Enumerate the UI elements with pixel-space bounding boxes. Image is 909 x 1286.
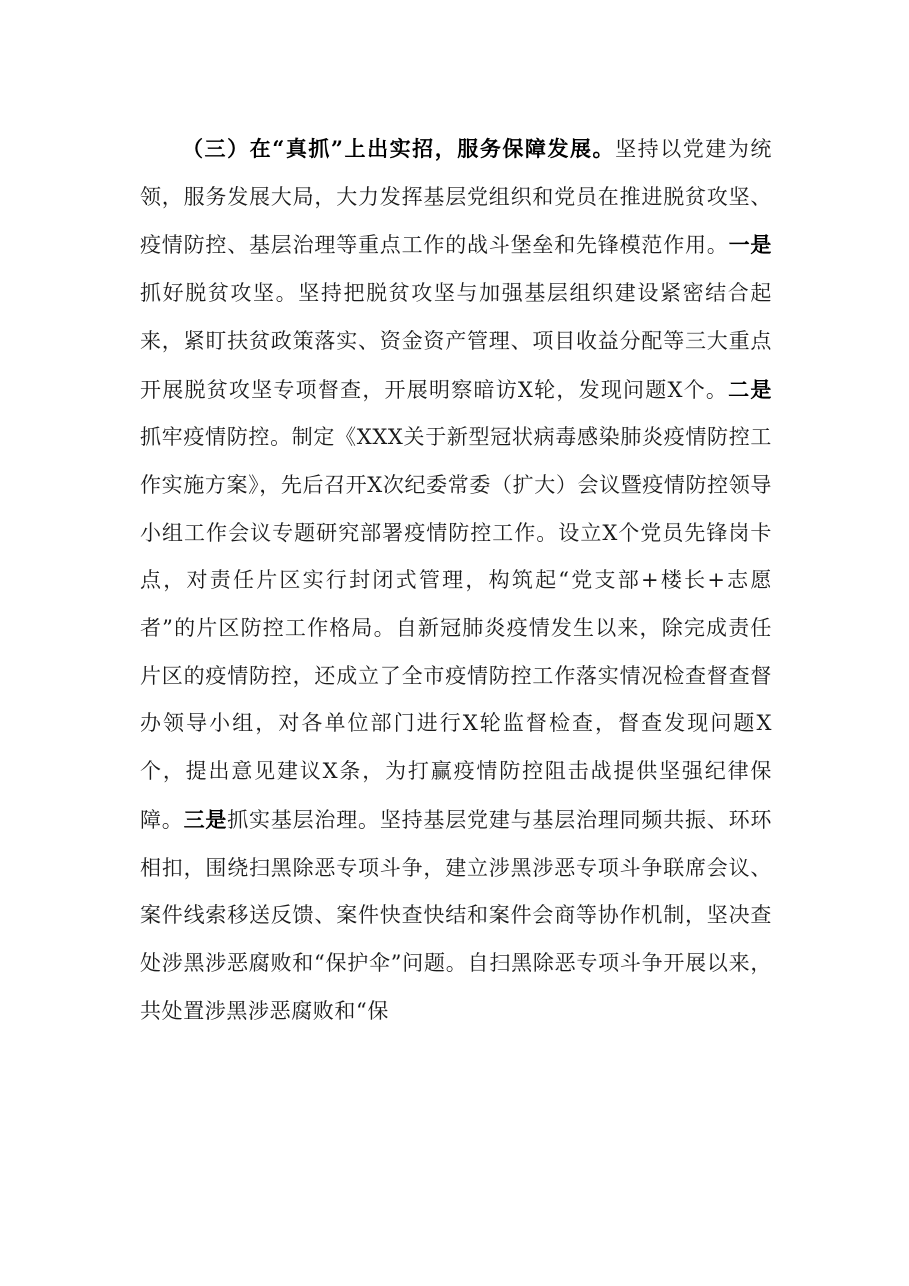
point-text-3: 抓实基层治理。坚持基层党建与基层治理同频共振、环环相扣，围绕扫黑除恶专项斗争，建立涉黑涉恶专项斗争联席会议、案件线索移送反馈、案件快查快结和案件会商等协作机制，坚决查处涉黑涉恶腐败和“保护伞”问题。自扫黑除恶专项斗争开展以来，共处置涉黑涉恶腐败和“保	[140, 807, 773, 1023]
point-marker-2: 二是	[728, 376, 772, 402]
point-text-2: 抓牢疫情防控。制定《XXX关于新型冠状病毒感染肺炎疫情防控工作实施方案》，先后召开X次纪委常委（扩大）会议暨疫情防控领导小组工作会议专题研究部署疫情防控工作。设立X个党员先锋岗卡点，对责任片区实行封闭式管理，构筑起“党支部+楼长+志愿者”的片区防控工作格局。自新冠肺炎疫情发生以来，除完成责任片区的疫情防控，还成立了全市疫情防控工作落实情况检查督查督办领导小组，对各单位部门进行X轮监督检查，督查发现问题X个，提出意见建议X条，为打赢疫情防控阻击战提供坚强纪律保障。	[140, 425, 772, 832]
section-heading: （三）在“真抓”上出实招，服务保障发展。	[182, 136, 616, 161]
intro-text: 坚持以党建为统领，服务发展大局，大力发挥基层党组织和党员在推进脱贫攻坚、疫情防控、基层治理等重点工作的战斗堡垒和先锋模范作用。	[140, 137, 772, 258]
point-text-1: 抓好脱贫攻坚。坚持把脱贫攻坚与加强基层组织建设紧密结合起来，紧盯扶贫政策落实、资金资产管理、项目收益分配等三大重点开展脱贫攻坚专项督查，开展明察暗访X轮，发现问题X个。	[140, 281, 772, 402]
point-marker-1: 一是	[728, 232, 772, 258]
point-marker-3: 三是	[183, 806, 228, 832]
body-paragraph	[140, 125, 772, 1035]
